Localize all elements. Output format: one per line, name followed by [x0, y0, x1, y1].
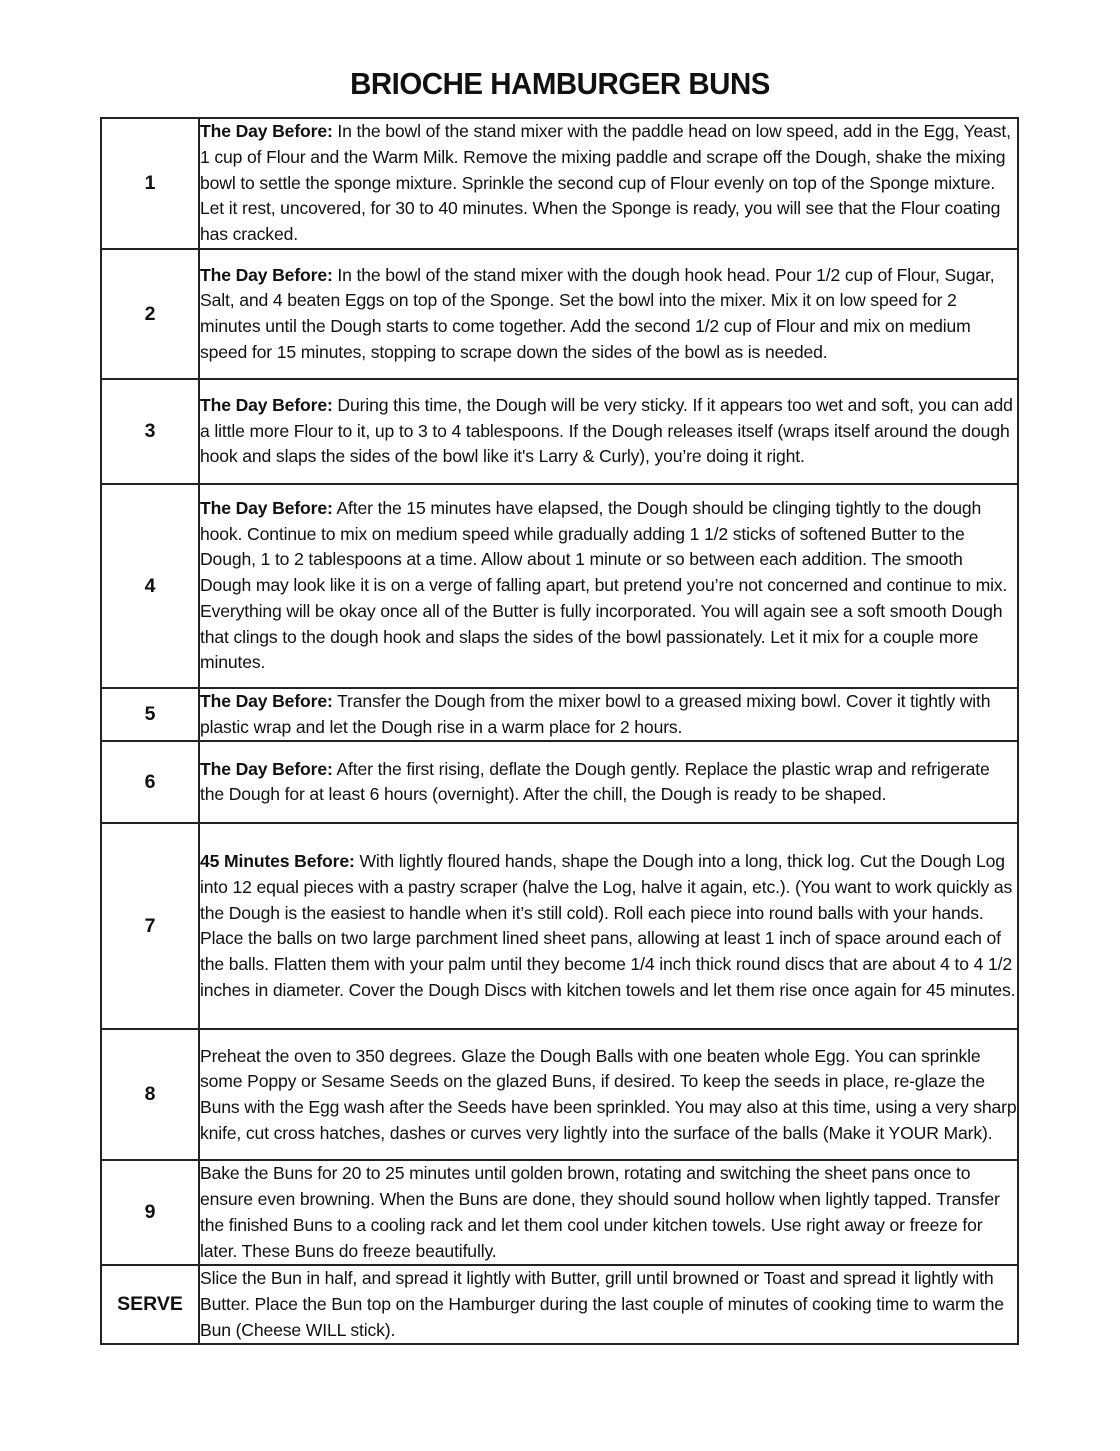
step-row-serve [101, 1265, 1018, 1344]
step-row [101, 823, 1018, 1029]
step-timing-label: The Day Before: [200, 264, 333, 285]
step-body: After the first rising, deflate the Dough gently. Replace the plastic wrap and refrigerate the Dough for at least 6 hours (overnight). After the chill, the Dough is ready to be shaped. [200, 758, 990, 805]
step-instructions [199, 118, 1018, 249]
step-row [101, 118, 1018, 249]
step-number: 4 [101, 484, 199, 688]
step-row [101, 379, 1018, 484]
step-timing-label: The Day Before: [200, 691, 333, 711]
step-number: 8 [101, 1029, 199, 1160]
step-number: 9 [101, 1160, 199, 1265]
step-number: 2 [101, 249, 199, 379]
step-timing-label: 45 Minutes Before: [200, 851, 355, 872]
step-body: In the bowl of the stand mixer with the paddle head on low speed, add in the Egg, Yeast, 1 cup of Flour and the Warm Milk. Remove the mixing paddle and scrape off the Dough, shake the mixing bowl to settle the sponge mixture. Sprinkle the second cup of Flour evenly on top of the Sponge mixture. Let it rest, uncovered, for 30 to 40 minutes. When the Sponge is ready, you will see that the Flour coating has cracked. [200, 121, 1011, 245]
step-row [101, 688, 1018, 741]
step-number: 1 [101, 118, 199, 249]
step-number: 5 [101, 688, 199, 741]
step-body: Preheat the oven to 350 degrees. Glaze the Dough Balls with one beaten whole Egg. You can sprinkle some Poppy or Sesame Seeds on the glazed Buns, if desired. To keep the seeds in place, re-glaze the Buns with the Egg wash after the Seeds have been sprinkled. You may also at this time, using a very sharp knife, cut cross hatches, dashes or curves very lightly into the surface of the balls (Make it YOUR Mark). [200, 1045, 1017, 1143]
step-instructions [199, 249, 1018, 379]
step-row [101, 1029, 1018, 1160]
step-body: With lightly floured hands, shape the Dough into a long, thick log. Cut the Dough Log into 12 equal pieces with a pastry scraper (halve the Log, halve it again, etc.). (You want to work quickly as the Dough is the easiest to handle when it’s still cold). Roll each piece into round balls with your hands. Place the balls on two large parchment lined sheet pans, allowing at least 1 inch of space around each of the balls. Flatten them with your palm until they become 1/4 inch thick round discs that are about 4 to 4 1/2 inches in diameter. Cover the Dough Discs with kitchen towels and let them rise once again for 45 minutes. [200, 851, 1016, 1000]
step-body: In the bowl of the stand mixer with the dough hook head. Pour 1/2 cup of Flour, Sugar, Salt, and 4 beaten Eggs on top of the Sponge. Set the bowl into the mixer. Mix it on low speed for 2 minutes until the Dough starts to come together. Add the second 1/2 cup of Flour and mix on medium speed for 15 minutes, stopping to scrape down the sides of the bowl as is needed. [200, 264, 995, 362]
step-body: Slice the Bun in half, and spread it lightly with Butter, grill until browned or Toast and spread it lightly with Butter. Place the Bun top on the Hamburger during the last couple of minutes of cooking time to warm the Bun (Cheese WILL stick). [200, 1268, 1004, 1340]
step-number: SERVE [101, 1265, 199, 1344]
step-instructions [199, 484, 1018, 688]
step-body: Bake the Buns for 20 to 25 minutes until golden brown, rotating and switching the sheet pans once to ensure even browning. When the Buns are done, they should sound hollow when lightly tapped. Transfer the finished Buns to a cooling rack and let them cool under kitchen towels. Use right away or freeze for later. These Buns do freeze beautifully. [200, 1163, 1000, 1261]
page-title: BRIOCHE HAMBURGER BUNS [350, 66, 770, 101]
step-instructions [199, 1265, 1018, 1344]
step-instructions [199, 741, 1018, 823]
step-number: 3 [101, 379, 199, 484]
recipe-steps-table [100, 117, 1019, 1345]
step-row [101, 741, 1018, 823]
step-timing-label: The Day Before: [200, 498, 333, 519]
step-timing-label: The Day Before: [200, 758, 333, 779]
step-instructions [199, 1160, 1018, 1265]
step-timing-label: The Day Before: [200, 394, 333, 415]
step-instructions [199, 823, 1018, 1029]
step-row [101, 1160, 1018, 1265]
step-instructions [199, 379, 1018, 484]
step-timing-label: The Day Before: [200, 121, 333, 142]
step-instructions [199, 688, 1018, 741]
step-row [101, 484, 1018, 688]
step-body: Transfer the Dough from the mixer bowl to a greased mixing bowl. Cover it tightly with plastic wrap and let the Dough rise in a warm place for 2 hours. [200, 691, 991, 737]
step-row [101, 249, 1018, 379]
step-instructions [199, 1029, 1018, 1160]
step-body: During this time, the Dough will be very sticky. If it appears too wet and soft, you can add a little more Flour to it, up to 3 to 4 tablespoons. If the Dough releases itself (wraps itself around the dough hook and slaps the sides of the bowl like it's Larry & Curly), you’re doing it right. [200, 394, 1013, 467]
step-body: After the 15 minutes have elapsed, the Dough should be clinging tightly to the dough hook. Continue to mix on medium speed while gradually adding 1 1/2 sticks of softened Butter to the Dough, 1 to 2 tablespoons at a time. Allow about 1 minute or so between each addition. The smooth Dough may look like it is on a verge of falling apart, but pretend you’re not concerned and continue to mix. Everything will be okay once all of the Butter is fully incorporated. You will again see a soft smooth Dough that clings to the dough hook and slaps the sides of the bowl passionately. Let it mix for a couple more minutes. [200, 498, 1008, 673]
step-number: 7 [101, 823, 199, 1029]
step-number: 6 [101, 741, 199, 823]
